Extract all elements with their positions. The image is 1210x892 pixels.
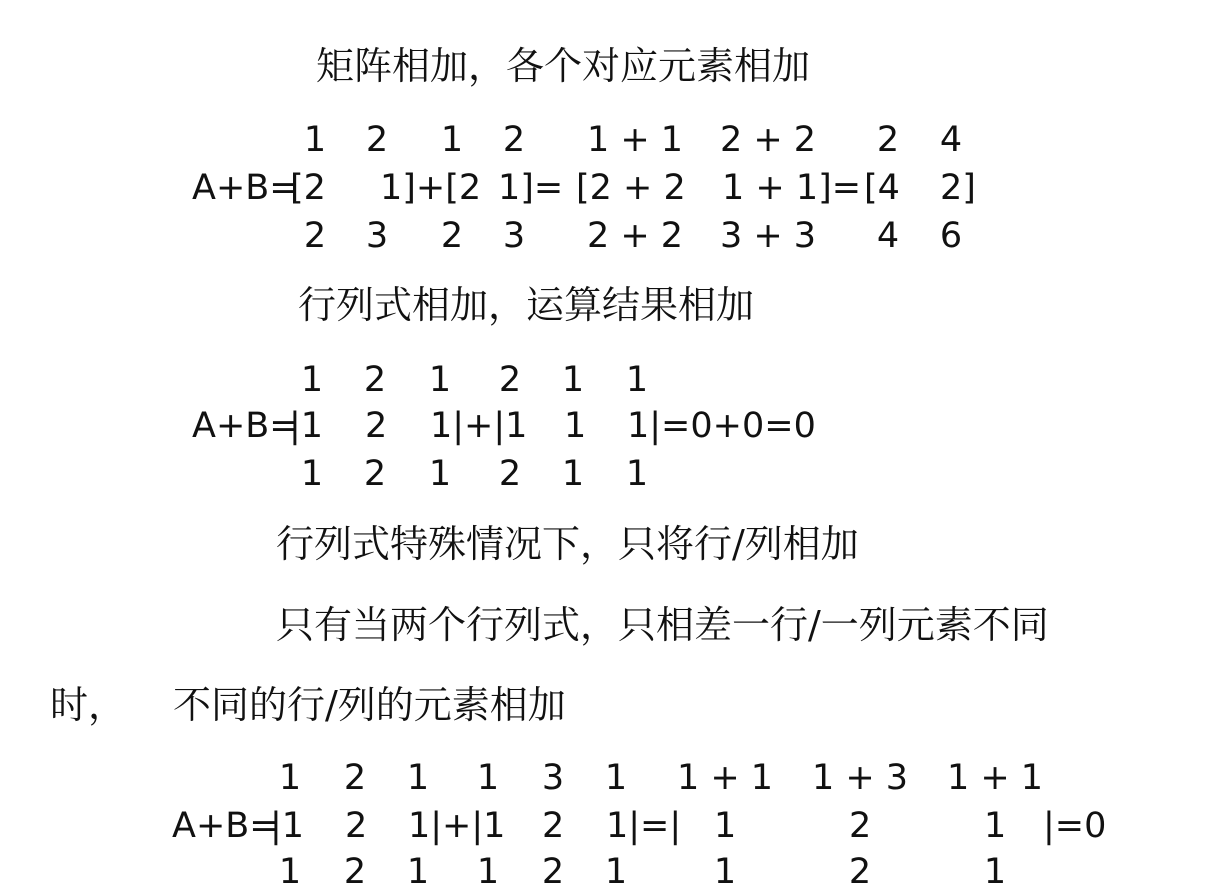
determinant-cell: 2 [343, 758, 367, 798]
determinant-cell: 1 [604, 852, 628, 892]
matrix-cell: [2 + 2 [576, 168, 686, 208]
matrix-cell: [4 [864, 168, 900, 208]
matrix-cell: 2 + 2 [586, 216, 684, 256]
matrix-cell: 1 [440, 120, 464, 160]
determinant-cell: 1 [476, 758, 500, 798]
determinant-cell: 1 [278, 758, 302, 798]
heading-special-case: 行列式特殊情况下，只将行/列相加 [276, 522, 859, 566]
determinant-cell: 2 [541, 852, 565, 892]
heading-continuation: 时， [50, 683, 127, 727]
matrix-cell: 1]= [498, 168, 564, 208]
determinant-cell: 1 [625, 360, 649, 400]
matrix-cell: 1 [303, 120, 327, 160]
determinant-cell: 1 [984, 806, 1007, 846]
determinant-cell: 2 [542, 806, 565, 846]
determinant-cell: 2 [365, 406, 388, 446]
matrix-cell: 6 [939, 216, 963, 256]
determinant-cell: 2 [498, 360, 522, 400]
determinant-cell: 1 [713, 852, 737, 892]
matrix-cell: 2 [876, 120, 900, 160]
determinant-cell: 2 [848, 852, 872, 892]
matrix-cell: 2 [365, 120, 389, 160]
heading-determinant-addition: 行列式相加，运算结果相加 [298, 283, 755, 327]
matrix-cell: 3 + 3 [719, 216, 817, 256]
matrix-cell: 2 [502, 120, 526, 160]
determinant-cell: 1 [564, 406, 587, 446]
determinant-cell: 1 [625, 454, 649, 494]
determinant-cell: 1 [428, 454, 452, 494]
determinant-cell: 1 [476, 852, 500, 892]
determinant-cell: 1|=0+0=0 [627, 406, 816, 446]
determinant-cell: 1|+|1 [408, 806, 506, 846]
heading-condition: 只有当两个行列式，只相差一行/一列元素不同 [276, 603, 1049, 647]
determinant-cell: 1 [300, 360, 324, 400]
determinant-cell: 1 [300, 454, 324, 494]
determinant-cell: 2 [345, 806, 368, 846]
matrix-cell: 2 [440, 216, 464, 256]
determinant-cell: |=0 [1043, 806, 1107, 846]
matrix-cell: 4 [939, 120, 963, 160]
determinant-cell: 1 [604, 758, 628, 798]
matrix-cell: 2 + 2 [719, 120, 817, 160]
determinant-cell: 1 + 3 [811, 758, 909, 798]
determinant-cell: 1|+|1 [430, 406, 528, 446]
matrix-cell: 2] [940, 168, 976, 208]
matrix-cell: 2 [303, 216, 327, 256]
matrix-cell: [2 [290, 168, 326, 208]
determinant-cell: 3 [541, 758, 565, 798]
determinant-cell: 2 [363, 454, 387, 494]
determinant-cell: 1 + 1 [946, 758, 1044, 798]
determinant-cell: 2 [363, 360, 387, 400]
matrix-cell: 4 [876, 216, 900, 256]
equation-prefix: A+B= [172, 806, 279, 846]
determinant-cell: 1 [714, 806, 737, 846]
equation-prefix: A+B= [192, 168, 299, 208]
matrix-cell: 1 + 1 [586, 120, 684, 160]
determinant-cell: |1 [289, 406, 324, 446]
matrix-cell: 3 [502, 216, 526, 256]
determinant-cell: 1 [561, 454, 585, 494]
determinant-cell: 1 + 1 [676, 758, 774, 798]
determinant-cell: 2 [343, 852, 367, 892]
determinant-cell: 1 [561, 360, 585, 400]
determinant-cell: 2 [849, 806, 872, 846]
determinant-cell: 1 [278, 852, 302, 892]
equation-prefix: A+B= [192, 406, 299, 446]
heading-rule: 不同的行/列的元素相加 [173, 683, 566, 727]
determinant-cell: 1 [406, 852, 430, 892]
determinant-cell: 1 [983, 852, 1007, 892]
matrix-cell: 1 + 1]= [722, 168, 862, 208]
determinant-cell: 1 [406, 758, 430, 798]
matrix-cell: 3 [365, 216, 389, 256]
matrix-cell: 1]+[2 [380, 168, 482, 208]
determinant-cell: 2 [498, 454, 522, 494]
determinant-cell: |1 [270, 806, 305, 846]
heading-matrix-addition: 矩阵相加，各个对应元素相加 [316, 44, 811, 88]
determinant-cell: 1 [428, 360, 452, 400]
determinant-cell: 1|=| [606, 806, 682, 846]
